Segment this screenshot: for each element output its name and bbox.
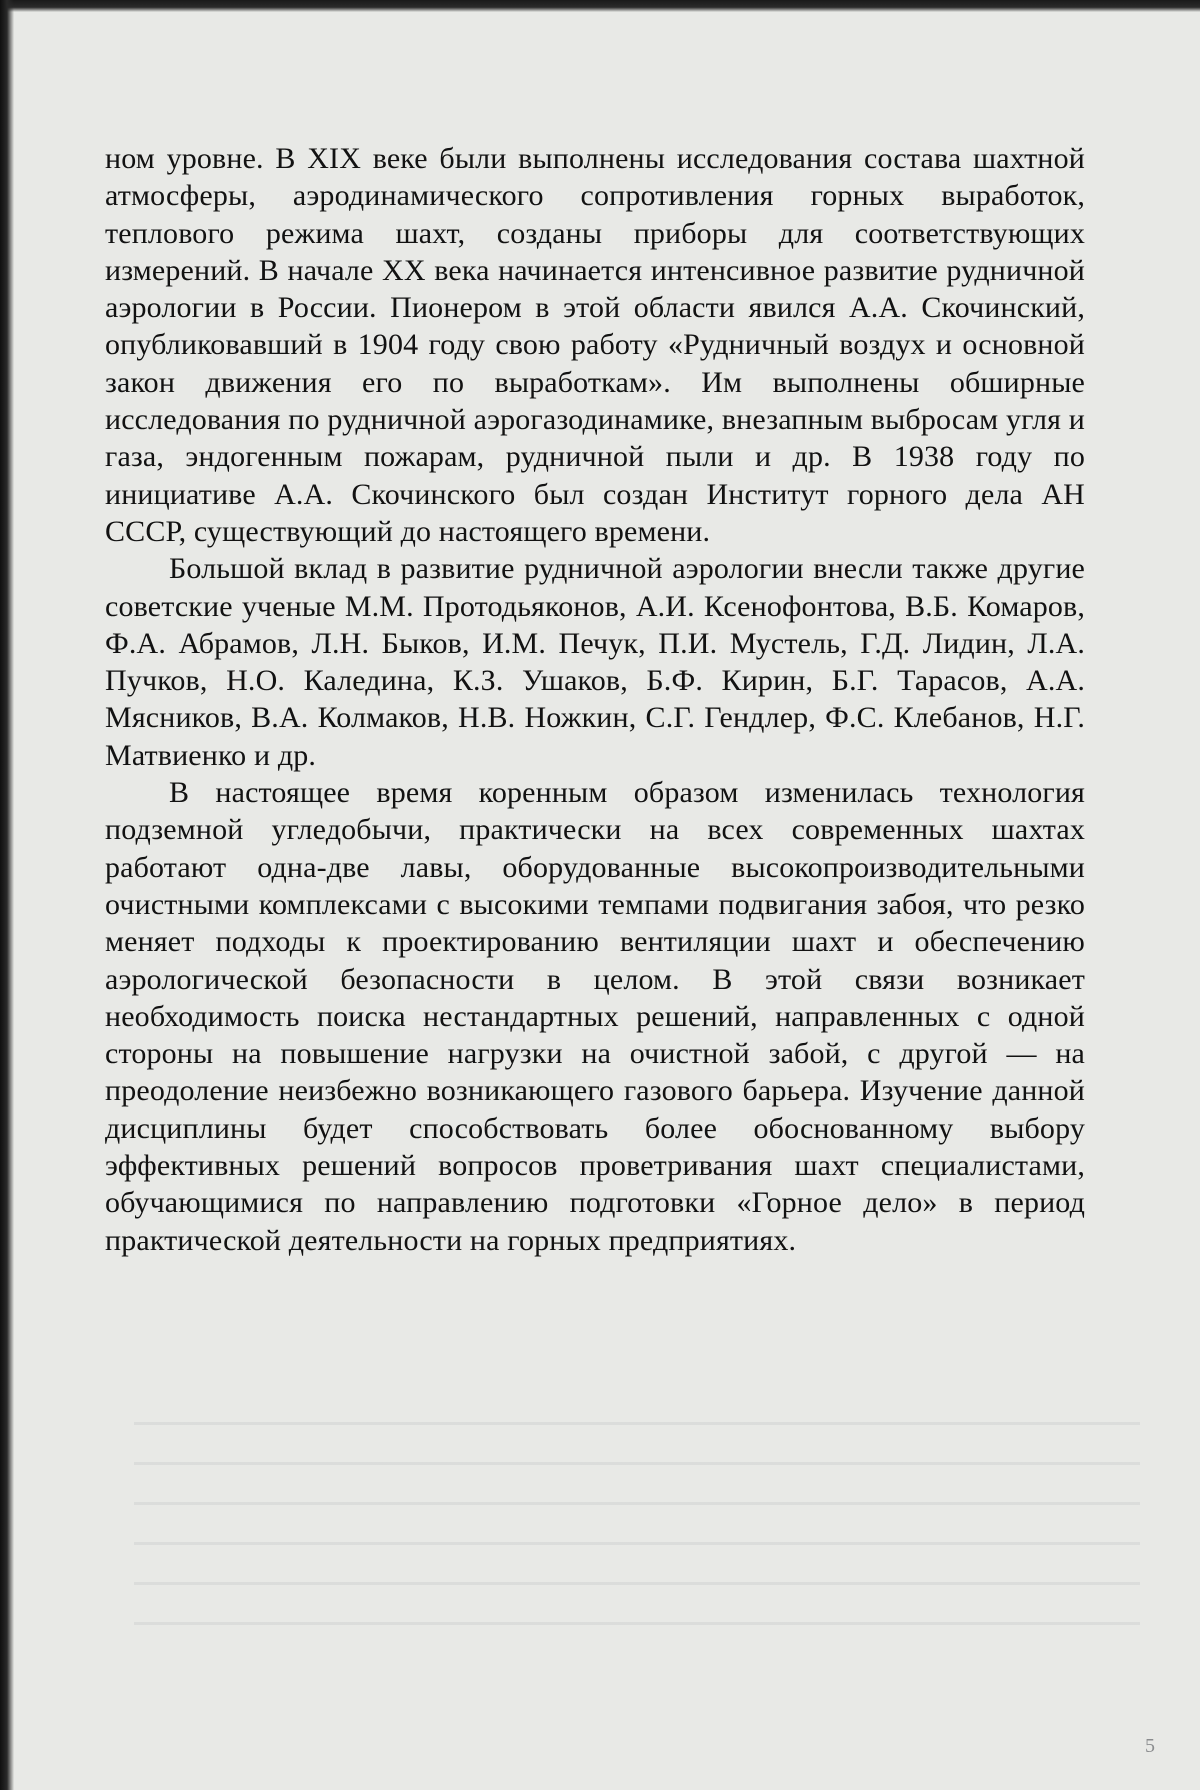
- show-through-lines: [134, 1422, 1140, 1652]
- paragraph-3: В настоящее время коренным образом изменилась технология подземной угледобычи, практически на всех современных шахтах работают одна-две лавы, оборудованные высокопроизводительными очистными комплексами с высокими темпами подвигания забоя, что резко меняет подходы к проектированию вентиляции шахт и обеспечению аэрологической безопасности в целом. В этой связи возникает необходимость поиска нестандартных решений, направленных с одной стороны на повышение нагрузки на очистной забой, с другой — на преодоление неизбежно возникающего газового барьера. Изучение данной дисциплины будет способствовать более обоснованному выбору эффективных решений вопросов проветривания шахт специалистами, обучающимися по направлению подготовки «Горное дело» в период практической деятельности на горных предприятиях.: [105, 776, 1085, 1257]
- page-number: 5: [1145, 1735, 1155, 1757]
- body-text: [105, 140, 1085, 1259]
- paragraph-2: Большой вклад в развитие рудничной аэрологии внесли также другие советские ученые М.М. Протодьяконов, А.И. Ксенофонтова, В.Б. Комаров, Ф.А. Абрамов, Л.Н. Быков, И.М. Печук, П.И. Мустель, Г.Д. Лидин, Л.А. Пучков, Н.О. Каледина, К.З. Ушаков, Б.Ф. Кирин, Б.Г. Тарасов, А.А. Мясников, В.А. Колмаков, Н.В. Ножкин, С.Г. Гендлер, Ф.С. Клебанов, Н.Г. Матвиенко и др.: [105, 552, 1085, 772]
- scan-left-edge: [0, 0, 14, 1790]
- paragraph-1: ном уровне. В XIX веке были выполнены исследования состава шахтной атмосферы, аэродинамического сопротивления горных выработок, теплового режима шахт, созданы приборы для соответствующих измерений. В начале XX века начинается интенсивное развитие рудничной аэрологии в России. Пионером в этой области явился А.А. Скочинский, опубликовавший в 1904 году свою работу «Рудничный воздух и основной закон движения его по выработкам». Им выполнены обширные исследования по рудничной аэрогазодинамике, внезапным выбросам угля и газа, эндогенным пожарам, рудничной пыли и др. В 1938 году по инициативе А.А. Скочинского был создан Институт горного дела АН СССР, существующий до настоящего времени.: [105, 142, 1085, 548]
- scan-top-edge: [0, 0, 1200, 12]
